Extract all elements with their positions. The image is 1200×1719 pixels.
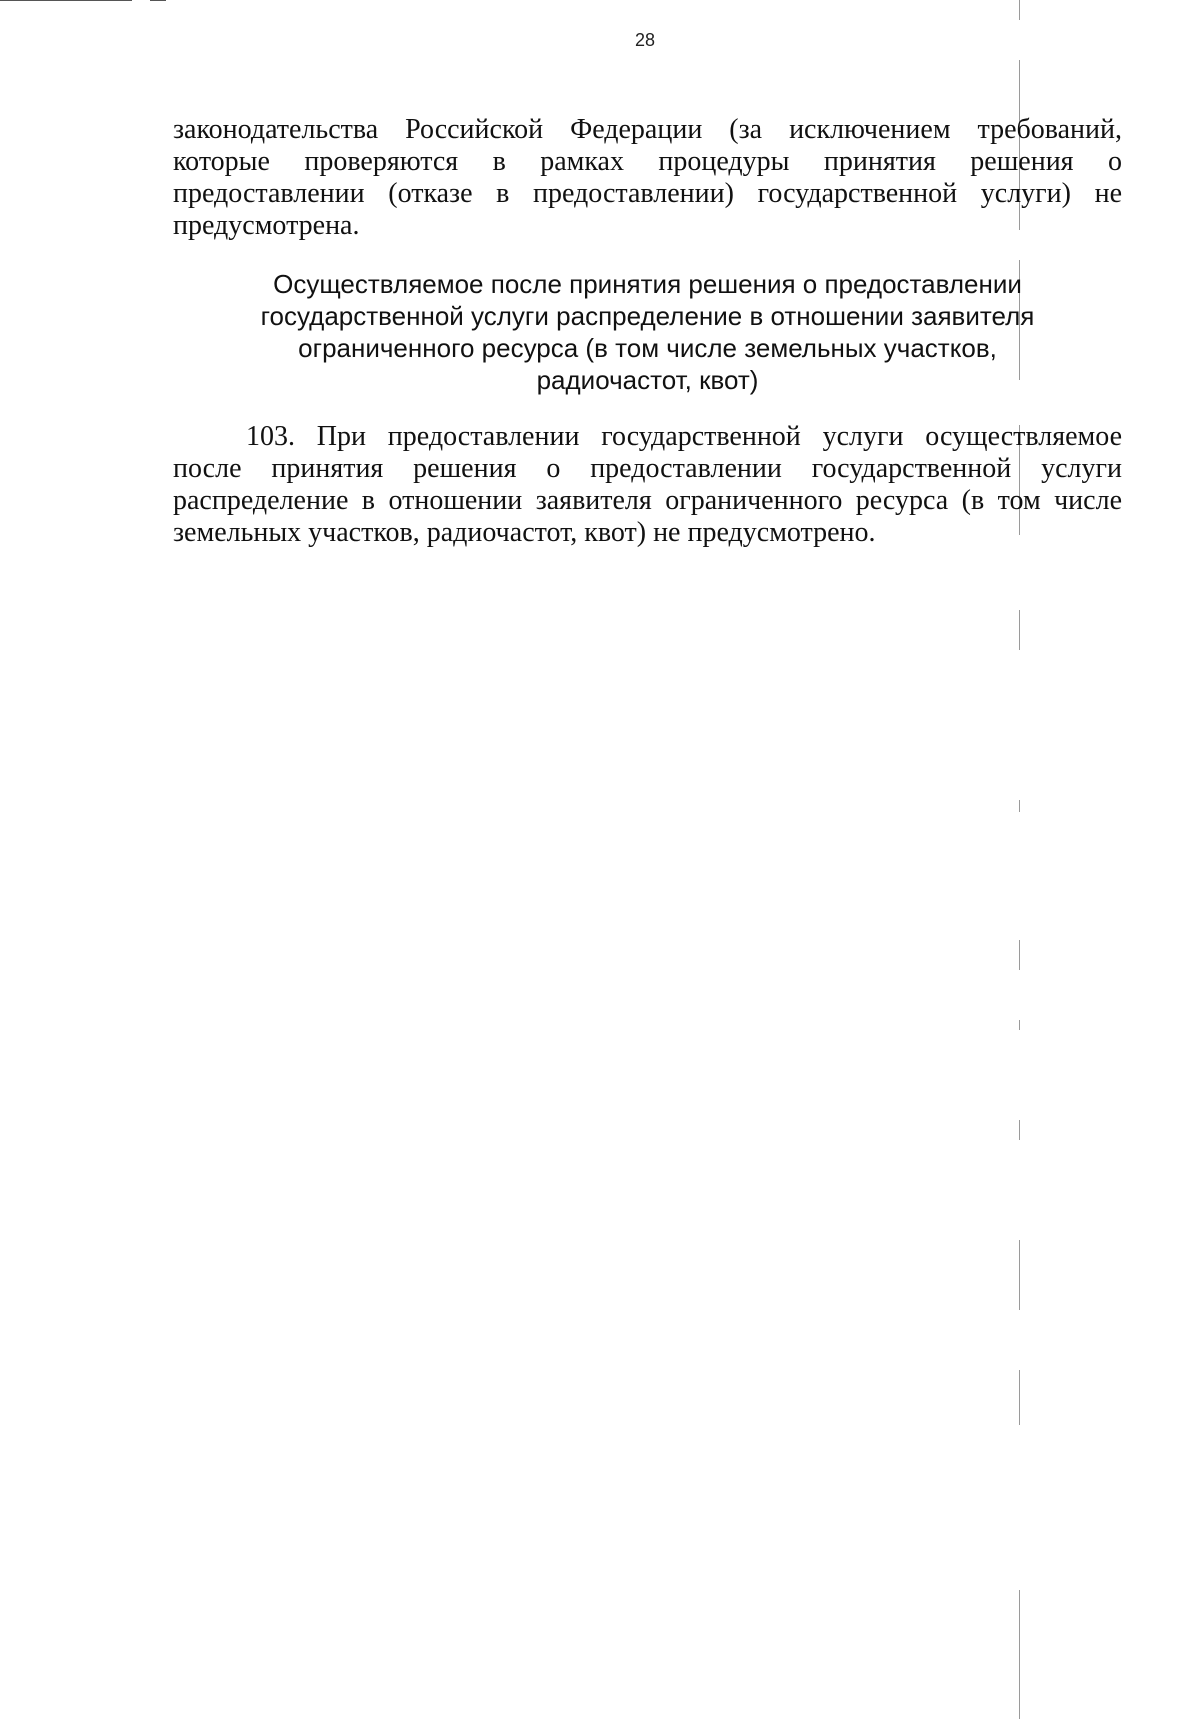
scan-fold-line xyxy=(1019,610,1020,650)
page-number: 28 xyxy=(634,30,656,50)
scan-edge-mark xyxy=(150,0,166,1)
section-heading-line: ограниченного ресурса (в том числе земельных участков, xyxy=(298,333,997,363)
paragraph-103: 103. При предоставлении государственной услуги осуществляемое после принятия решения о предоставлении государственной услуги распределение в отношении заявителя ограниченного ресурса (в том числе земельных участков, радиочастот, квот) не предусмотрено. xyxy=(173,421,1122,548)
scan-fold-line xyxy=(1019,800,1020,812)
section-heading xyxy=(173,268,1122,396)
scan-fold-line xyxy=(1019,940,1020,970)
scan-fold-line xyxy=(1019,1120,1020,1140)
scan-fold-line xyxy=(1019,0,1020,20)
scan-edge-mark xyxy=(0,0,132,1)
section-heading-line: радиочастот, квот) xyxy=(536,365,759,395)
continuation-paragraph: законодательства Российской Федерации (за исключением требований, которые проверяются в рамках процедуры принятия решения о предоставлении (отказе в предоставлении) государственной услуги) не предусмотрена. xyxy=(173,114,1122,241)
section-heading-line: государственной услуги распределение в отношении заявителя xyxy=(260,301,1035,331)
section-heading-line: Осуществляемое после принятия решения о предоставлении xyxy=(273,269,1022,299)
scan-fold-line xyxy=(1019,1240,1020,1310)
scan-fold-line xyxy=(1019,1370,1020,1425)
scan-fold-line xyxy=(1019,1590,1020,1719)
scan-fold-line xyxy=(1019,1020,1020,1030)
